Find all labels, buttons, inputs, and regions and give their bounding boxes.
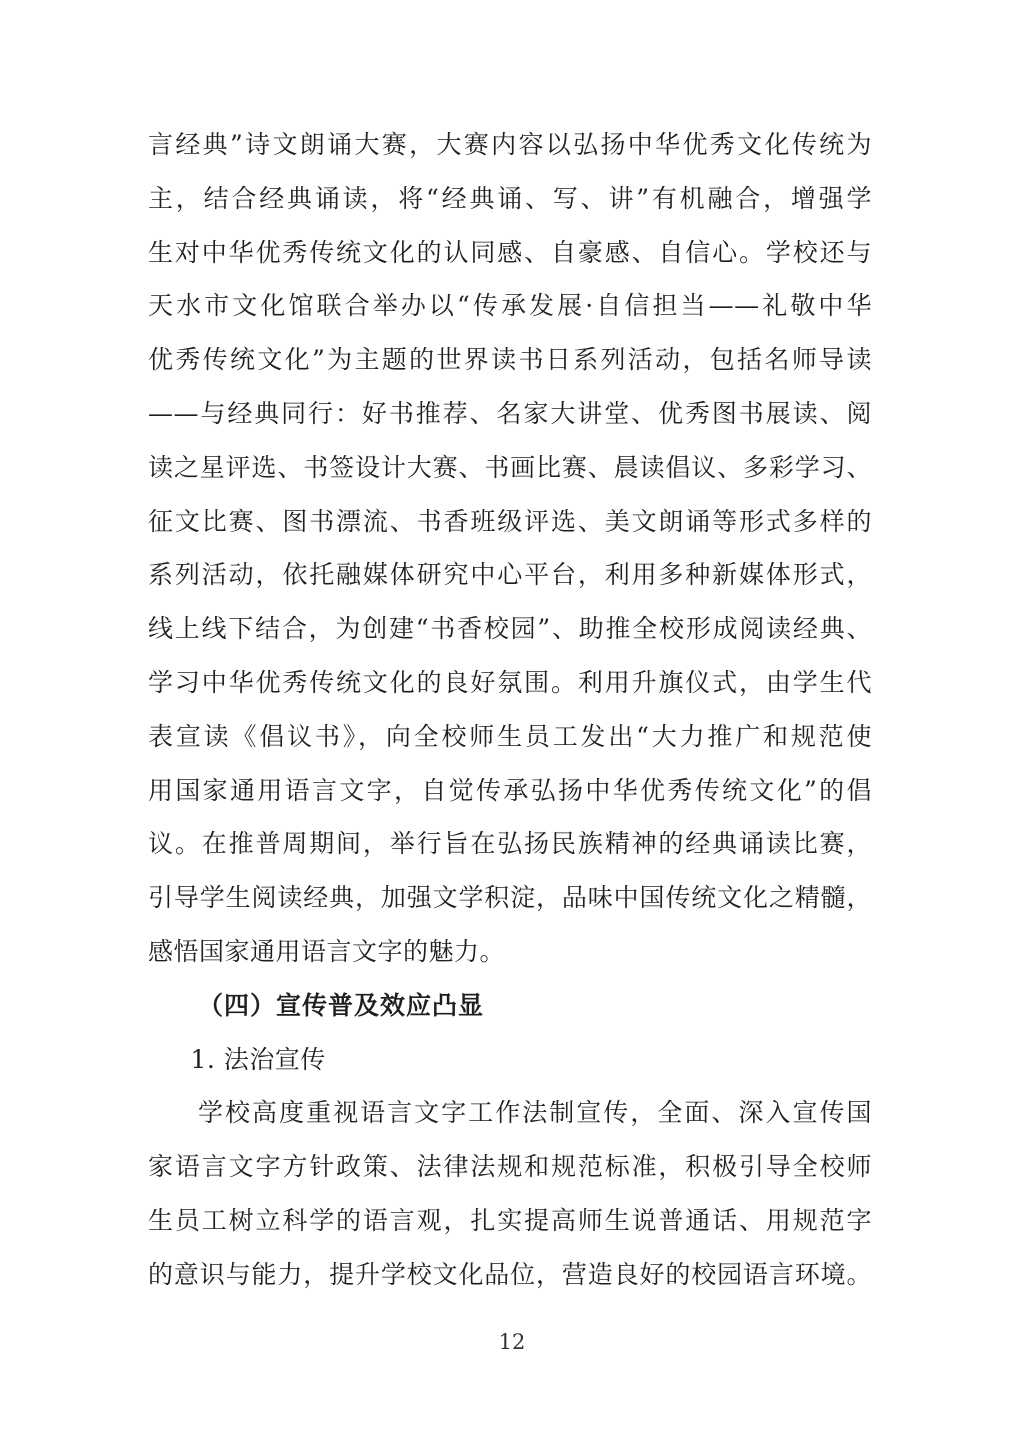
text-line: 引导学生阅读经典，加强文学积淀，品味中国传统文化之精髓，: [148, 883, 872, 913]
text-line: 议。在推普周期间，举行旨在弘扬民族精神的经典诵读比赛，: [148, 829, 872, 859]
text-line: 1. 法治宣传: [190, 1044, 326, 1074]
text-line: 生员工树立科学的语言观，扎实提高师生说普通话、用规范字: [148, 1205, 872, 1235]
page-number: 12: [498, 1330, 526, 1354]
text-line: 征文比赛、图书漂流、书香班级评选、美文朗诵等形式多样的: [148, 506, 872, 536]
text-line: 线上线下结合，为创建“书香校园”、助推全校形成阅读经典、: [148, 614, 872, 644]
text-line: 天水市文化馆联合举办以“传承发展·自信担当——礼敬中华: [148, 291, 872, 321]
section-heading-4: [148, 979, 872, 1033]
text-line: 系列活动，依托融媒体研究中心平台，利用多种新媒体形式，: [148, 560, 872, 590]
text-block: [148, 118, 872, 1302]
text-line: 家语言文字方针政策、法律法规和规范标准，积极引导全校师: [148, 1152, 872, 1182]
body-paragraph-legal-publicity: [148, 1086, 872, 1301]
text-line: 主，结合经典诵读，将“经典诵、写、讲”有机融合，增强学: [148, 183, 872, 213]
text-line: 感悟国家通用语言文字的魅力。: [148, 936, 506, 966]
body-paragraph-continued: [148, 118, 872, 979]
subsection-heading-1: [148, 1033, 872, 1087]
text-line: 表宣读《倡议书》，向全校师生员工发出“大力推广和规范使: [148, 721, 872, 751]
text-line: 的意识与能力，提升学校文化品位，营造良好的校园语言环境。: [148, 1259, 872, 1289]
text-line: 学习中华优秀传统文化的良好氛围。利用升旗仪式，由学生代: [148, 667, 872, 697]
text-line: 言经典”诗文朗诵大赛，大赛内容以弘扬中华优秀文化传统为: [148, 130, 872, 159]
text-line: 读之星评选、书签设计大赛、书画比赛、晨读倡议、多彩学习、: [148, 452, 872, 482]
text-line: 优秀传统文化”为主题的世界读书日系列活动，包括名师导读: [148, 345, 872, 375]
text-line: ——与经典同行：好书推荐、名家大讲堂、优秀图书展读、阅: [148, 398, 872, 428]
text-line: 生对中华优秀传统文化的认同感、自豪感、自信心。学校还与: [148, 237, 872, 267]
text-line: 学校高度重视语言文字工作法制宣传，全面、深入宣传国: [198, 1098, 872, 1128]
text-line: （四）宣传普及效应凸显: [198, 990, 485, 1020]
text-line: 用国家通用语言文字，自觉传承弘扬中华优秀传统文化”的倡: [148, 775, 872, 805]
